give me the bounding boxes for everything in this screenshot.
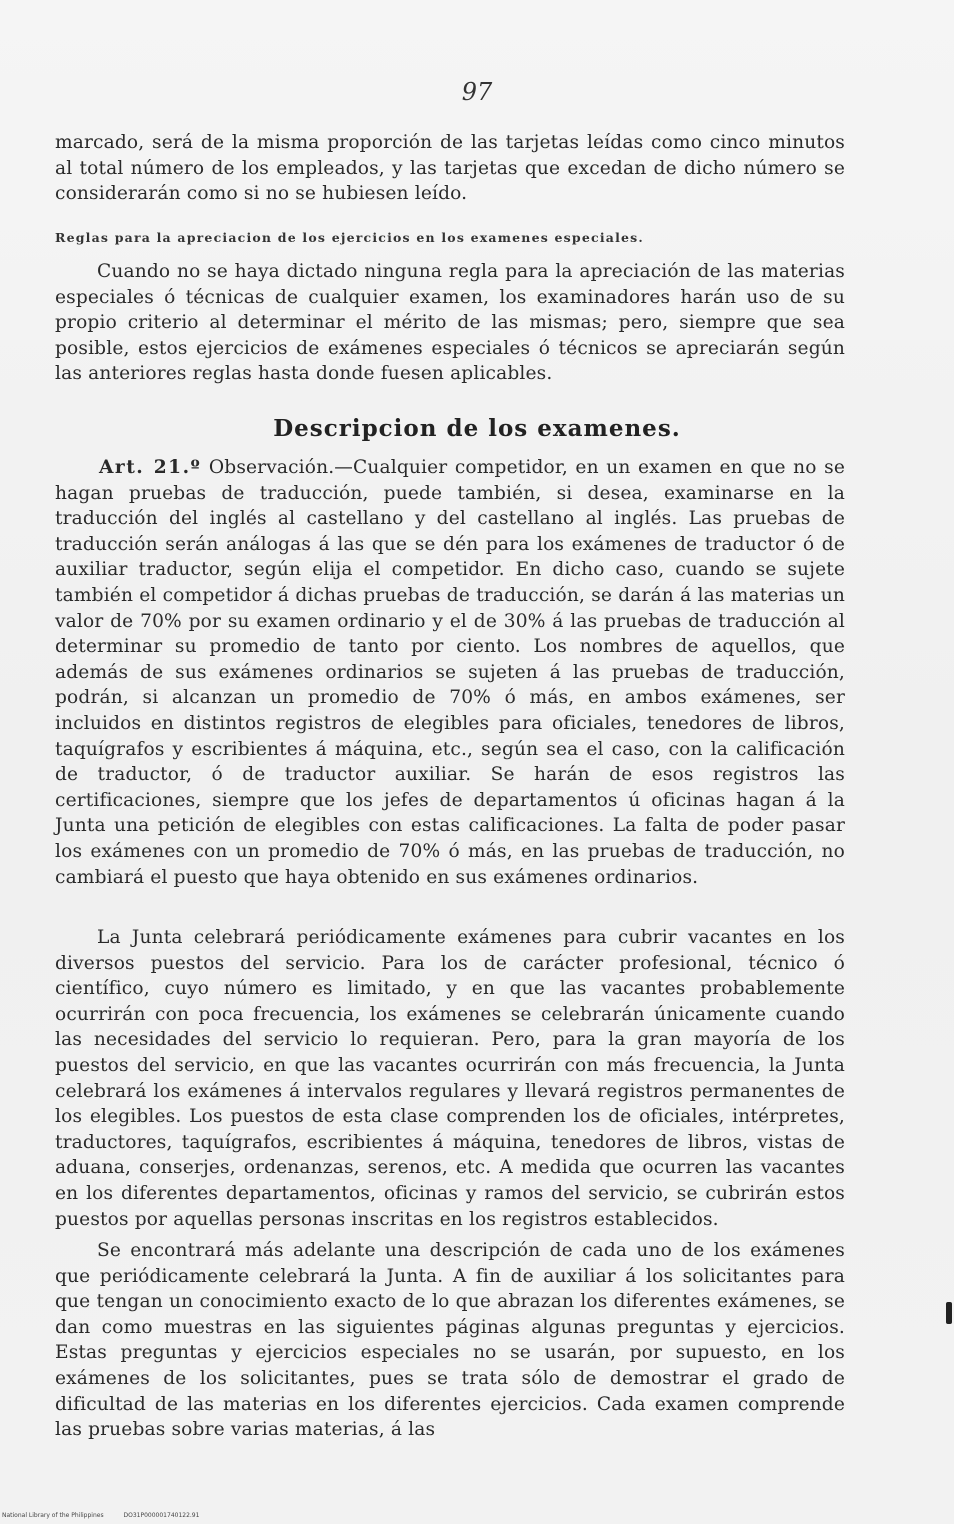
- section-heading: Descripcion de los examenes.: [273, 415, 681, 442]
- footer-library: National Library of the Philippines: [2, 1512, 104, 1519]
- describe-paragraph: Se encontrará más adelante una descripción de cada uno de los exámenes que periódicamente celebrará la Junta. A fin de auxiliar á los solicitantes para que tengan un conocimiento exacto de lo que abrazan los diferentes exámenes, se dan como muestras en las siguientes páginas algunas preguntas y ejercicios. Estas preguntas y ejercicios especiales no se usarán, por supuesto, en los exámenes de los solicitantes, pues se trata sólo de demostrar el grado de dificultad de las materias en los diferentes ejercicios. Cada examen comprende las pruebas sobre varias materias, á las: [55, 1240, 845, 1441]
- article-text: Observación.—Cualquier competidor, en un examen en que no se hagan pruebas de traducción, puede también, si desea, examinarse en la traducción del inglés al castellano y del castellano al inglés. Las pruebas de traducción serán análogas á las que se dén para los exámenes de traductor ó de auxiliar traductor, según elija el competidor. En dicho caso, cuando se sujete también el competidor á dichas pruebas de traducción, se darán á las materias un valor de 70% por su examen ordinario y el de 30% á las pruebas de traducción al determinar su promedio de tanto por ciento. Los nombres de aquellos, que además de sus exámenes ordinarios se sujeten á las pruebas de traducción, podrán, si alcanzan un promedio de 70% ó más, en ambos exámenes, ser incluidos en distintos registros de elegibles para oficiales, tenedores de libros, taquígrafos y escribientes á máquina, etc., según sea el caso, con la calificación de traductor, ó de traductor auxiliar. Se harán de esos registros las certificaciones, siempre que los jefes de departamentos ú oficinas hagan á la Junta una petición de elegibles con estas calificaciones. La falta de poder pasar los exámenes con un promedio de 70% ó más, en las pruebas de traducción, no cambiará el puesto que haya obtenido en sus exámenes ordinarios.: [55, 457, 846, 888]
- rules-heading: Reglas para la apreciacion de los ejercicios en los examenes especiales.: [55, 230, 644, 245]
- page-number: 97: [461, 78, 493, 106]
- rules-paragraph: Cuando no se haya dictado ninguna regla para la apreciación de las materias especiales ó técnicas de cualquier examen, los examinadores harán uso de su propio criterio al determinar el mérito de las mismas; pero, siempre que sea posible, estos ejercicios de exámenes especiales ó técnicos se apreciarán según las anteriores reglas hasta donde fuesen aplicables.: [55, 261, 845, 385]
- article-21-paragraph: [55, 455, 845, 890]
- footer-code: DO31P000001740122.91: [123, 1512, 200, 1519]
- intro-paragraph: marcado, será de la misma proporción de las tarjetas leídas como cinco minutos al total número de los empleados, y las tarjetas que excedan de dicho número se considerarán como si no se hubiesen leído.: [55, 132, 845, 205]
- article-label: Art. 21.º: [99, 457, 202, 478]
- edge-mark: [946, 1302, 952, 1324]
- junta-paragraph: La Junta celebrará periódicamente exámenes para cubrir vacantes en los diversos puestos del servicio. Para los de carácter profesional, técnico ó científico, cuyo número es limitado, y en que las vacantes probablemente ocurrirán con poca frecuencia, los exámenes se celebrarán únicamente cuando las necesidades del servicio lo requieran. Pero, para la gran mayoría de los puestos del servicio, en que las vacantes ocurrirán con más frecuencia, la Junta celebrará los exámenes á intervalos regulares y llevará registros permanentes de los elegibles. Los puestos de esta clase comprenden los de oficiales, intérpretes, traductores, taquígrafos, escribientes á máquina, tenedores de libros, vistas de aduana, conserjes, ordenanzas, serenos, etc. A medida que ocurren las vacantes en los diferentes departamentos, oficinas y ramos del servicio, se cubrirán estos puestos por aquellas personas inscritas en los registros establecidos.: [55, 927, 845, 1230]
- scan-footer: [2, 1512, 217, 1519]
